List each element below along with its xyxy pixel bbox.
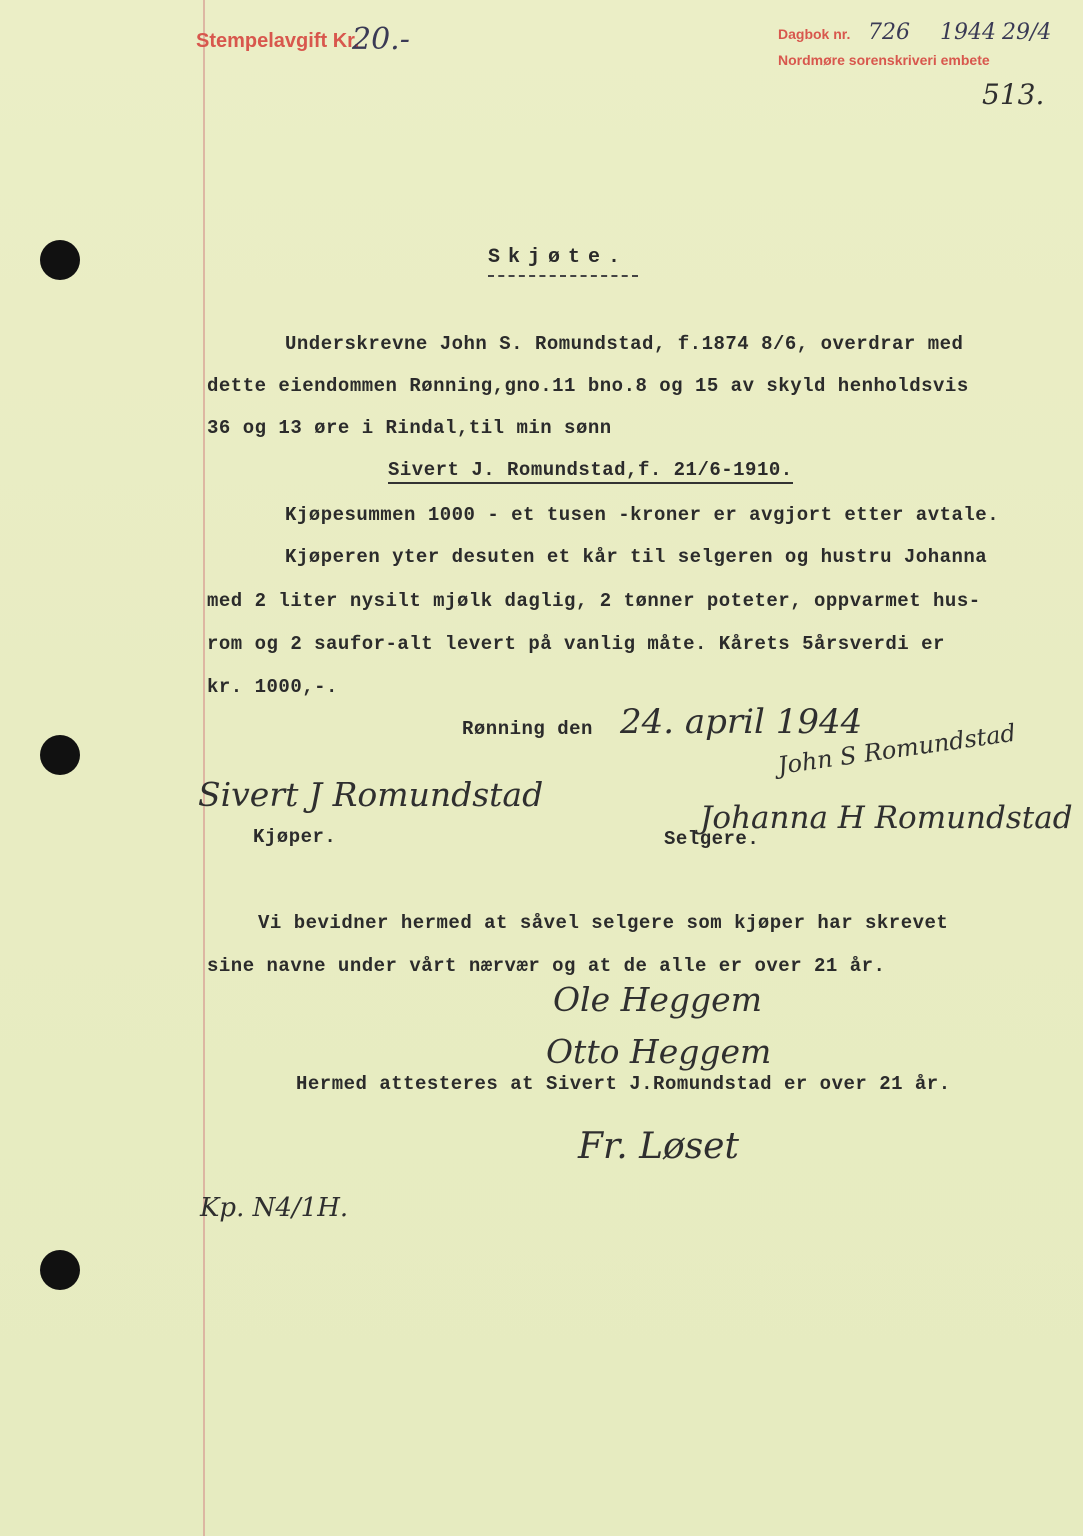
witness-line-2: sine navne under vårt nærvær og at de alle er over 21 år.: [207, 955, 886, 977]
dagbok-year: 1944: [940, 20, 996, 45]
body-line-1: Underskrevne John S. Romundstad, f.1874 8/6, overdrar med: [285, 333, 964, 355]
document-title: Skjøte.: [488, 246, 629, 269]
buyer-name-line: [388, 459, 793, 481]
page-number: 513.: [982, 78, 1045, 111]
body-line-5: Kjøpesummen 1000 - et tusen -kroner er avgjort etter avtale.: [285, 504, 1000, 526]
dagbok-stamp: [778, 26, 850, 42]
punch-hole: [40, 735, 80, 775]
seller-signature-john: John S Romundstad: [776, 718, 1018, 780]
stamp-fee-label: Stempelavgift Kr.: [196, 30, 360, 52]
witness-line-1: Vi bevidner hermed at såvel selgere som kjøper har skrevet: [258, 912, 949, 934]
punch-hole: [40, 240, 80, 280]
witness-signature-1: Ole Heggem: [553, 980, 763, 1019]
body-line-2: dette eiendommen Rønning,gno.11 bno.8 og 15 av skyld henholdsvis: [207, 375, 969, 397]
attest-signature: Fr. Løset: [578, 1126, 739, 1167]
office-stamp: Nordmøre sorenskriveri embete: [778, 52, 990, 68]
dagbok-date: 29/4: [1002, 20, 1052, 45]
body-line-6: Kjøperen yter desuten et kår til selgeren og hustru Johanna: [285, 546, 988, 568]
body-line-7: med 2 liter nysilt mjølk daglig, 2 tønner poteter, oppvarmet hus-: [207, 590, 981, 612]
seller-signature-johanna: Johanna H Romundstad: [700, 800, 1073, 836]
body-line-8: rom og 2 saufor-alt levert på vanlig måte. Kårets 5årsverdi er: [207, 633, 945, 655]
dagbok-number: 726: [868, 20, 910, 45]
witness-signature-2: Otto Heggem: [546, 1032, 772, 1071]
seller-label: Selgere.: [664, 828, 760, 850]
punch-hole: [40, 1250, 80, 1290]
dagbok-label: Dagbok nr.: [778, 26, 851, 42]
footer-note: Kp. N4/1H.: [200, 1193, 349, 1223]
place-date-label: Rønning den: [462, 718, 593, 740]
margin-line: [203, 0, 205, 1536]
title-underline: [488, 275, 638, 277]
stamp-fee: [196, 30, 359, 53]
buyer-signature: Sivert J Romundstad: [198, 775, 544, 814]
buyer-name: Sivert J. Romundstad,f. 21/6-1910.: [388, 459, 793, 484]
body-line-9: kr. 1000,-.: [207, 676, 338, 698]
place-date-hand: 24. april 1944: [620, 702, 863, 742]
attest-line: Hermed attesteres at Sivert J.Romundstad er over 21 år.: [296, 1073, 951, 1095]
stamp-fee-amount: 20.-: [352, 22, 410, 57]
buyer-label: Kjøper.: [253, 826, 337, 848]
body-line-3: 36 og 13 øre i Rindal,til min sønn: [207, 417, 612, 439]
